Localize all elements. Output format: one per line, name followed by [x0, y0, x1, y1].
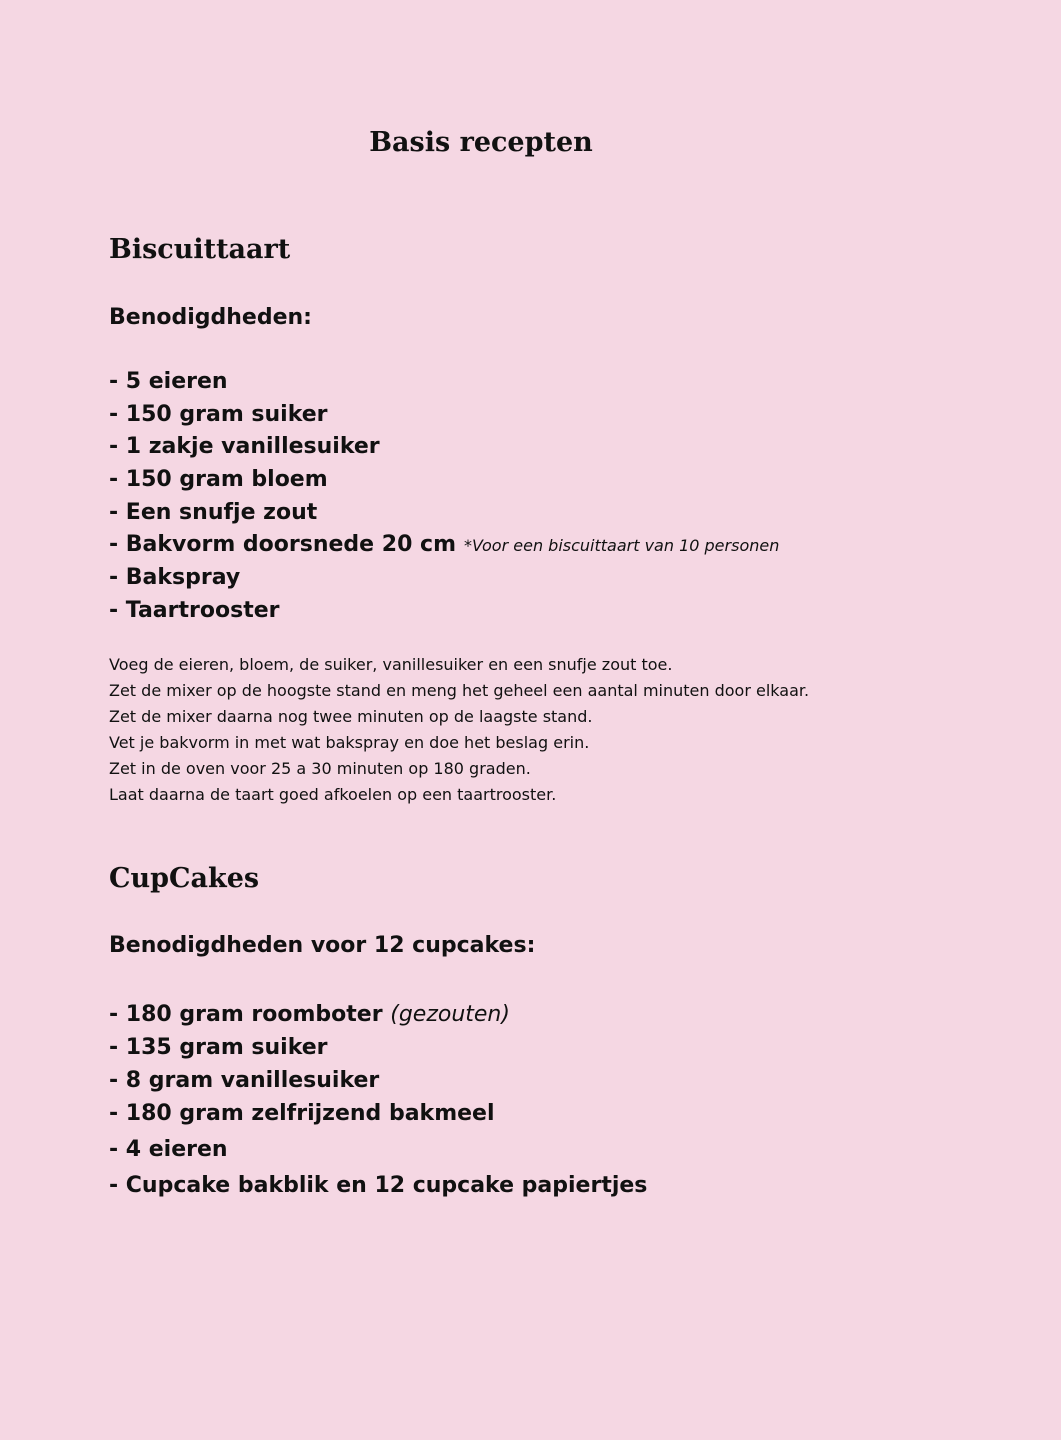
- list-item: - 180 gram zelfrijzend bakmeel: [109, 1101, 495, 1126]
- list-item-roomboter: [109, 1004, 510, 1026]
- list-item: - Taartrooster: [109, 598, 280, 623]
- instruction-line: Laat daarna de taart goed afkoelen op een taartrooster.: [109, 785, 557, 804]
- list-item: - 8 gram vanillesuiker: [109, 1068, 380, 1093]
- section-title-cupcakes: CupCakes: [109, 863, 260, 894]
- list-item: - Bakspray: [109, 565, 241, 590]
- list-item: - 4 eieren: [109, 1137, 228, 1162]
- instruction-line: Zet de mixer daarna nog twee minuten op de laagste stand.: [109, 707, 593, 726]
- list-item: - 1 zakje vanillesuiker: [109, 434, 380, 459]
- page-title: Basis recepten: [369, 127, 593, 158]
- list-item: - Cupcake bakblik en 12 cupcake papiertjes: [109, 1173, 648, 1198]
- instructions: [109, 652, 809, 808]
- list-item-bakvorm: [109, 534, 779, 556]
- list-item-label: - 180 gram roomboter: [109, 1002, 383, 1027]
- list-item: - 150 gram bloem: [109, 467, 328, 492]
- list-item: - 135 gram suiker: [109, 1035, 328, 1060]
- list-item: - 5 eieren: [109, 369, 228, 394]
- list-item: - 150 gram suiker: [109, 402, 328, 427]
- instruction-line: Zet in de oven voor 25 a 30 minuten op 180 graden.: [109, 759, 531, 778]
- section-title-biscuittaart: Biscuittaart: [109, 234, 291, 265]
- subheading-benodigdheden: Benodigdheden:: [109, 305, 312, 330]
- instruction-line: Zet de mixer op de hoogste stand en meng het geheel een aantal minuten door elkaar.: [109, 681, 810, 700]
- roomboter-note: (gezouten): [390, 1002, 510, 1027]
- subheading-benodigdheden-cupcakes: Benodigdheden voor 12 cupcakes:: [109, 933, 536, 958]
- list-item: - Een snufje zout: [109, 500, 318, 525]
- list-item-label: - Bakvorm doorsnede 20 cm: [109, 532, 456, 557]
- instruction-line: Vet je bakvorm in met wat bakspray en doe het beslag erin.: [109, 733, 590, 752]
- bakvorm-note: *Voor een biscuittaart van 10 personen: [464, 536, 780, 555]
- instruction-line: Voeg de eieren, bloem, de suiker, vanillesuiker en een snufje zout toe.: [109, 655, 673, 674]
